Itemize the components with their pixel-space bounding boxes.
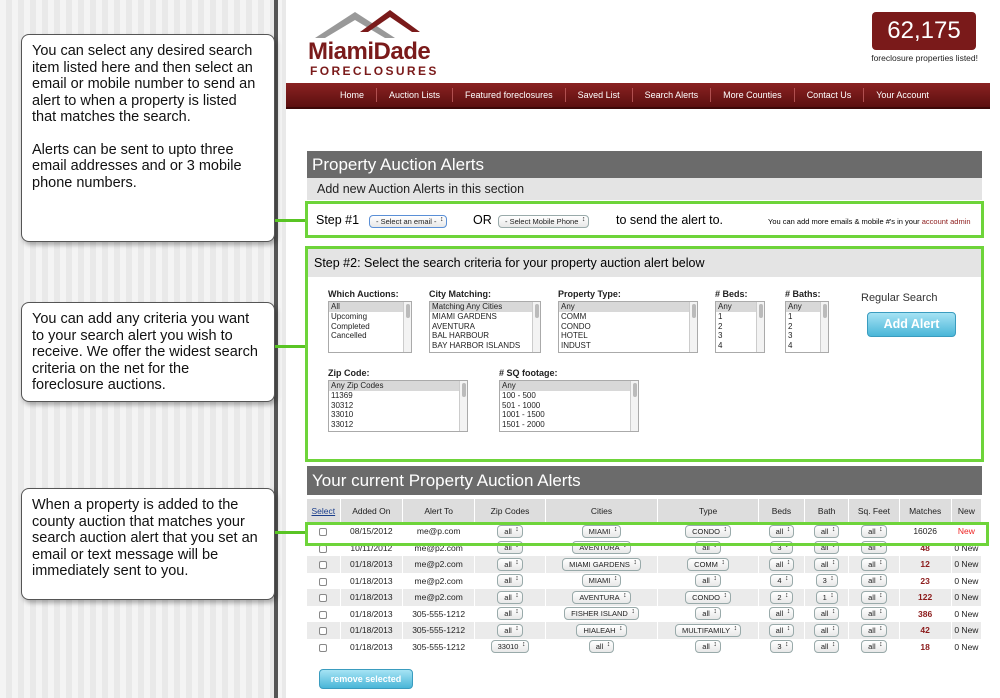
- zip-select[interactable]: all ↕: [497, 525, 523, 538]
- type-cell: [658, 639, 759, 656]
- beds-cell: [758, 639, 804, 656]
- sqft-select[interactable]: all ↕: [861, 558, 887, 571]
- listbox-scrollbar[interactable]: [459, 381, 467, 431]
- cell-matches[interactable]: 42: [899, 622, 951, 639]
- baths-listbox[interactable]: [785, 301, 829, 353]
- sqft-select[interactable]: all ↕: [861, 541, 887, 554]
- house-roof-icon: [310, 8, 420, 40]
- col-type: Type: [658, 499, 759, 523]
- site-logo[interactable]: [308, 6, 458, 76]
- col-beds: Beds: [758, 499, 804, 523]
- city-select[interactable]: MIAMI ↕: [582, 574, 622, 587]
- cell-new: 0 New: [951, 589, 981, 606]
- city-group: [429, 289, 541, 353]
- bath-cell: [805, 639, 849, 656]
- city-select[interactable]: HIALEAH ↕: [576, 624, 626, 637]
- list-option[interactable]: 3: [718, 331, 723, 341]
- city-cell: [545, 639, 658, 656]
- listbox-scrollbar[interactable]: [756, 302, 764, 352]
- sqft-cell: [849, 606, 899, 623]
- table-row: [307, 622, 982, 639]
- step1-note: [768, 217, 971, 226]
- table-header-row: [307, 499, 982, 523]
- beds-cell: [758, 622, 804, 639]
- nav-featured[interactable]: Featured foreclosures: [453, 88, 566, 102]
- type-select[interactable]: all ↕: [695, 541, 721, 554]
- bath-select[interactable]: 1 ↕: [816, 591, 838, 604]
- bath-cell: [805, 622, 849, 639]
- bath-select[interactable]: all ↕: [814, 624, 840, 637]
- list-option[interactable]: Any: [786, 302, 828, 312]
- beds-select[interactable]: 2 ↕: [770, 591, 792, 604]
- alerts-subtitle: Add new Auction Alerts in this section: [307, 178, 982, 200]
- add-alert-button[interactable]: Add Alert: [867, 312, 956, 337]
- beds-cell: [758, 606, 804, 623]
- nav-auction-lists[interactable]: Auction Lists: [377, 88, 453, 102]
- cell-matches[interactable]: 386: [899, 606, 951, 623]
- select-cell: [307, 589, 340, 606]
- city-select[interactable]: MIAMI ↕: [582, 525, 622, 538]
- cell-alert-to: 305-555-1212: [402, 622, 474, 639]
- property-type-group: [558, 289, 698, 353]
- type-cell: [658, 573, 759, 590]
- list-option[interactable]: 1501 - 2000: [502, 420, 545, 430]
- nav-contact-us[interactable]: Contact Us: [795, 88, 865, 102]
- zip-cell: [475, 556, 545, 573]
- bath-cell: [805, 573, 849, 590]
- sqft-select[interactable]: all ↕: [861, 525, 887, 538]
- logo-subtitle: FORECLOSURES: [310, 64, 439, 78]
- current-alerts-title: Your current Property Auction Alerts: [307, 466, 982, 495]
- sqft-select[interactable]: all ↕: [861, 591, 887, 604]
- zip-cell: [475, 606, 545, 623]
- list-option[interactable]: MIAMI GARDENS: [432, 311, 497, 321]
- cell-new: 0 New: [951, 606, 981, 623]
- cell-matches[interactable]: 16026: [899, 523, 951, 540]
- phone-select[interactable]: - Select Mobile Phone ↕: [498, 215, 589, 228]
- sqft-select[interactable]: all ↕: [861, 574, 887, 587]
- cell-alert-to: me@p.com: [402, 523, 474, 540]
- listbox-scrollbar[interactable]: [532, 302, 540, 352]
- cell-matches[interactable]: 122: [899, 589, 951, 606]
- table-row: [307, 573, 982, 590]
- city-select[interactable]: all ↕: [589, 640, 615, 653]
- step2-title: Step #2: Select the search criteria for your property auction alert below: [308, 249, 981, 277]
- list-option[interactable]: 501 - 1000: [502, 400, 541, 410]
- list-option[interactable]: 1001 - 1500: [502, 410, 545, 420]
- email-select[interactable]: - Select an email - ↕: [369, 215, 447, 228]
- bath-cell: [805, 589, 849, 606]
- callout-text: Alerts can be sent to upto three email addresses and or 3 mobile phone numbers.: [32, 141, 242, 191]
- zip-group: [328, 368, 468, 432]
- cell-date: 01/18/2013: [340, 622, 402, 639]
- cell-alert-to: 305-555-1212: [402, 606, 474, 623]
- baths-label: # Baths:: [785, 289, 821, 299]
- city-select[interactable]: AVENTURA ↕: [572, 541, 630, 554]
- zip-select[interactable]: 33010 ↕: [491, 640, 530, 653]
- zip-cell: [475, 639, 545, 656]
- list-option[interactable]: 1: [788, 311, 793, 321]
- callout-notify-info: [21, 488, 275, 600]
- list-option[interactable]: All: [329, 302, 411, 312]
- col-new: New: [951, 499, 981, 523]
- table-row: [307, 556, 982, 573]
- step1-box: [305, 201, 984, 238]
- city-cell: [545, 573, 658, 590]
- bath-select[interactable]: all ↕: [814, 525, 840, 538]
- type-cell: [658, 622, 759, 639]
- list-option[interactable]: INDUST: [561, 341, 591, 351]
- select-cell: [307, 556, 340, 573]
- city-listbox[interactable]: [429, 301, 541, 353]
- type-select[interactable]: COMM ↕: [687, 558, 729, 571]
- property-type-label: Property Type:: [558, 289, 621, 299]
- col-matches: Matches: [899, 499, 951, 523]
- list-option[interactable]: CONDO: [561, 321, 591, 331]
- list-option[interactable]: Matching Any Cities: [430, 302, 540, 312]
- select-cell: [307, 622, 340, 639]
- list-option[interactable]: Upcoming: [331, 311, 368, 321]
- bath-select[interactable]: all ↕: [814, 607, 840, 620]
- list-option[interactable]: COMM: [561, 311, 587, 321]
- cell-new: 0 New: [951, 622, 981, 639]
- list-option[interactable]: 3: [788, 331, 793, 341]
- col-sq-feet: Sq. Feet: [849, 499, 899, 523]
- beds-select[interactable]: 4 ↕: [770, 574, 792, 587]
- cell-date: 08/15/2012: [340, 523, 402, 540]
- cell-matches[interactable]: 48: [899, 540, 951, 557]
- main-nav: [286, 83, 990, 109]
- list-option[interactable]: BAY HARBOR ISLANDS: [432, 341, 521, 351]
- list-option[interactable]: HOTEL: [561, 331, 588, 341]
- table-row: [307, 589, 982, 606]
- list-option[interactable]: 11369: [331, 390, 353, 400]
- sqft-label: # SQ footage:: [499, 368, 558, 378]
- listbox-scrollbar[interactable]: [403, 302, 411, 352]
- cell-alert-to: me@p2.com: [402, 573, 474, 590]
- zip-select[interactable]: all ↕: [497, 574, 523, 587]
- type-select[interactable]: all ↕: [695, 607, 721, 620]
- cell-date: 01/18/2013: [340, 589, 402, 606]
- list-option[interactable]: Any: [716, 302, 764, 312]
- baths-group: [785, 289, 829, 353]
- beds-group: [715, 289, 765, 353]
- list-option[interactable]: 100 - 500: [502, 390, 536, 400]
- listbox-scrollbar[interactable]: [689, 302, 697, 352]
- type-select[interactable]: all ↕: [695, 574, 721, 587]
- beds-select[interactable]: all ↕: [769, 525, 795, 538]
- row-checkbox[interactable]: [319, 561, 327, 569]
- highlight-row-box: [305, 522, 989, 546]
- col-bath: Bath: [805, 499, 849, 523]
- city-select[interactable]: FISHER ISLAND ↕: [564, 607, 639, 620]
- connector-line: [275, 345, 307, 348]
- bath-cell: [805, 556, 849, 573]
- city-cell: [545, 606, 658, 623]
- cell-date: 01/18/2013: [340, 606, 402, 623]
- which-auctions-group: [328, 289, 412, 353]
- type-cell: [658, 589, 759, 606]
- cell-matches[interactable]: 12: [899, 556, 951, 573]
- step2-box: [305, 246, 984, 462]
- select-cell: [307, 639, 340, 656]
- beds-select[interactable]: all ↕: [769, 607, 795, 620]
- cell-date: 01/18/2013: [340, 573, 402, 590]
- cell-new: 0 New: [951, 540, 981, 557]
- step1-label: Step #1: [316, 213, 360, 227]
- type-select[interactable]: all ↕: [695, 640, 721, 653]
- row-checkbox[interactable]: [319, 594, 327, 602]
- nav-home[interactable]: Home: [328, 88, 377, 102]
- zip-select[interactable]: all ↕: [497, 541, 523, 554]
- property-count: 62,175: [872, 12, 976, 50]
- cell-new: 0 New: [951, 556, 981, 573]
- cell-new: 0 New: [951, 573, 981, 590]
- beds-cell: [758, 589, 804, 606]
- city-cell: [545, 556, 658, 573]
- callout-alerts-info: [21, 34, 275, 242]
- list-option[interactable]: 30312: [331, 400, 354, 410]
- property-type-listbox[interactable]: [558, 301, 698, 353]
- zip-select[interactable]: all ↕: [497, 607, 523, 620]
- list-option[interactable]: 4: [788, 341, 793, 351]
- nav-search-alerts[interactable]: Search Alerts: [633, 88, 712, 102]
- zip-cell: [475, 589, 545, 606]
- listbox-scrollbar[interactable]: [820, 302, 828, 352]
- list-option[interactable]: Any: [500, 381, 638, 391]
- sqft-group: [499, 368, 639, 432]
- beds-select[interactable]: all ↕: [769, 624, 795, 637]
- beds-listbox[interactable]: [715, 301, 765, 353]
- select-cell: [307, 573, 340, 590]
- sqft-select[interactable]: all ↕: [861, 640, 887, 653]
- nav-your-account[interactable]: Your Account: [876, 90, 929, 100]
- callout-criteria-info: [21, 302, 275, 402]
- col-zip-codes: Zip Codes: [475, 499, 545, 523]
- nav-saved-list[interactable]: Saved List: [566, 88, 633, 102]
- type-cell: [658, 606, 759, 623]
- list-option[interactable]: Any: [559, 302, 697, 312]
- step1-note-text: You can add more emails & mobile #'s in your: [768, 217, 920, 226]
- cell-alert-to: 305-555-1212: [402, 639, 474, 656]
- connector-line: [275, 219, 307, 222]
- row-checkbox[interactable]: [319, 644, 327, 652]
- callout-text: You can add any criteria you want to your search alert you wish to receive. We offer the widest search criteria on the net for the foreclosure auctions.: [32, 311, 258, 393]
- or-label: OR: [473, 213, 492, 227]
- bath-select[interactable]: all ↕: [814, 558, 840, 571]
- callout-text: You can select any desired search item listed here and then select an email or mobile number to send an alert to when a property is listed that matches the search.: [32, 43, 256, 125]
- bath-select[interactable]: all ↕: [814, 640, 840, 653]
- which-auctions-listbox[interactable]: [328, 301, 412, 353]
- zip-select[interactable]: all ↕: [497, 624, 523, 637]
- zip-label: Zip Code:: [328, 368, 370, 378]
- regular-search-link[interactable]: Regular Search: [861, 292, 938, 304]
- cell-alert-to: me@p2.com: [402, 556, 474, 573]
- sqft-listbox[interactable]: [499, 380, 639, 432]
- nav-more-counties[interactable]: More Counties: [711, 88, 795, 102]
- sqft-cell: [849, 589, 899, 606]
- connector-line: [275, 531, 307, 534]
- list-option[interactable]: 2: [718, 321, 723, 331]
- cell-alert-to: me@p2.com: [402, 589, 474, 606]
- list-option[interactable]: 33012: [331, 420, 354, 430]
- bath-select[interactable]: all ↕: [814, 541, 840, 554]
- city-cell: [545, 622, 658, 639]
- list-option[interactable]: AVENTURA: [432, 321, 475, 331]
- sqft-cell: [849, 622, 899, 639]
- callout-text: When a property is added to the county auction that matches your search auction alert that you set an email or text message will be immediately sent to you.: [32, 497, 258, 579]
- row-checkbox[interactable]: [319, 627, 327, 635]
- city-select[interactable]: MIAMI GARDENS ↕: [562, 558, 641, 571]
- zip-cell: [475, 573, 545, 590]
- zip-select[interactable]: all ↕: [497, 591, 523, 604]
- property-count-label: foreclosure properties listed!: [871, 53, 978, 63]
- list-option[interactable]: 2: [788, 321, 793, 331]
- bath-select[interactable]: 3 ↕: [816, 574, 838, 587]
- cell-matches[interactable]: 23: [899, 573, 951, 590]
- col-select[interactable]: Select: [307, 499, 340, 523]
- account-admin-link[interactable]: account admin: [921, 217, 971, 226]
- zip-select[interactable]: all ↕: [497, 558, 523, 571]
- type-select[interactable]: CONDO ↕: [685, 591, 731, 604]
- cell-date: 01/18/2013: [340, 639, 402, 656]
- list-option[interactable]: Any Zip Codes: [329, 381, 467, 391]
- zip-cell: [475, 622, 545, 639]
- list-option[interactable]: 4: [718, 341, 723, 351]
- listbox-scrollbar[interactable]: [630, 381, 638, 431]
- cell-date: 10/11/2012: [340, 540, 402, 557]
- list-option[interactable]: Cancelled: [331, 331, 367, 341]
- beds-cell: [758, 556, 804, 573]
- list-option[interactable]: 33010: [331, 410, 354, 420]
- cell-new: New: [951, 523, 981, 540]
- select-cell: [307, 606, 340, 623]
- beds-cell: [758, 573, 804, 590]
- sqft-cell: [849, 556, 899, 573]
- logo-name: MiamiDade: [308, 38, 431, 65]
- list-option[interactable]: 1: [718, 311, 723, 321]
- cell-alert-to: me@p2.com: [402, 540, 474, 557]
- sqft-select[interactable]: all ↕: [861, 607, 887, 620]
- step1-suffix: to send the alert to.: [616, 213, 724, 227]
- type-cell: [658, 556, 759, 573]
- zip-listbox[interactable]: [328, 380, 468, 432]
- table-row: [307, 606, 982, 623]
- remove-selected-button[interactable]: remove selected: [319, 669, 413, 689]
- city-label: City Matching:: [429, 289, 491, 299]
- list-option[interactable]: BAL HARBOUR: [432, 331, 490, 341]
- type-select[interactable]: CONDO ↕: [685, 525, 731, 538]
- alerts-title: Property Auction Alerts: [307, 151, 982, 178]
- city-select[interactable]: AVENTURA ↕: [572, 591, 630, 604]
- cell-matches[interactable]: 18: [899, 639, 951, 656]
- col-cities: Cities: [545, 499, 658, 523]
- list-option[interactable]: Completed: [331, 321, 370, 331]
- type-select[interactable]: MULTIFAMILY ↕: [675, 624, 741, 637]
- sqft-select[interactable]: all ↕: [861, 624, 887, 637]
- col-added-on: Added On: [340, 499, 402, 523]
- beds-label: # Beds:: [715, 289, 748, 299]
- beds-select[interactable]: all ↕: [769, 558, 795, 571]
- bath-cell: [805, 606, 849, 623]
- sqft-cell: [849, 639, 899, 656]
- row-checkbox[interactable]: [319, 578, 327, 586]
- cell-new: 0 New: [951, 639, 981, 656]
- beds-select[interactable]: 3 ↕: [770, 541, 792, 554]
- sqft-cell: [849, 573, 899, 590]
- city-cell: [545, 589, 658, 606]
- which-auctions-label: Which Auctions:: [328, 289, 399, 299]
- col-alert-to: Alert To: [402, 499, 474, 523]
- beds-select[interactable]: 3 ↕: [770, 640, 792, 653]
- table-row: [307, 639, 982, 656]
- cell-date: 01/18/2013: [340, 556, 402, 573]
- row-checkbox[interactable]: [319, 611, 327, 619]
